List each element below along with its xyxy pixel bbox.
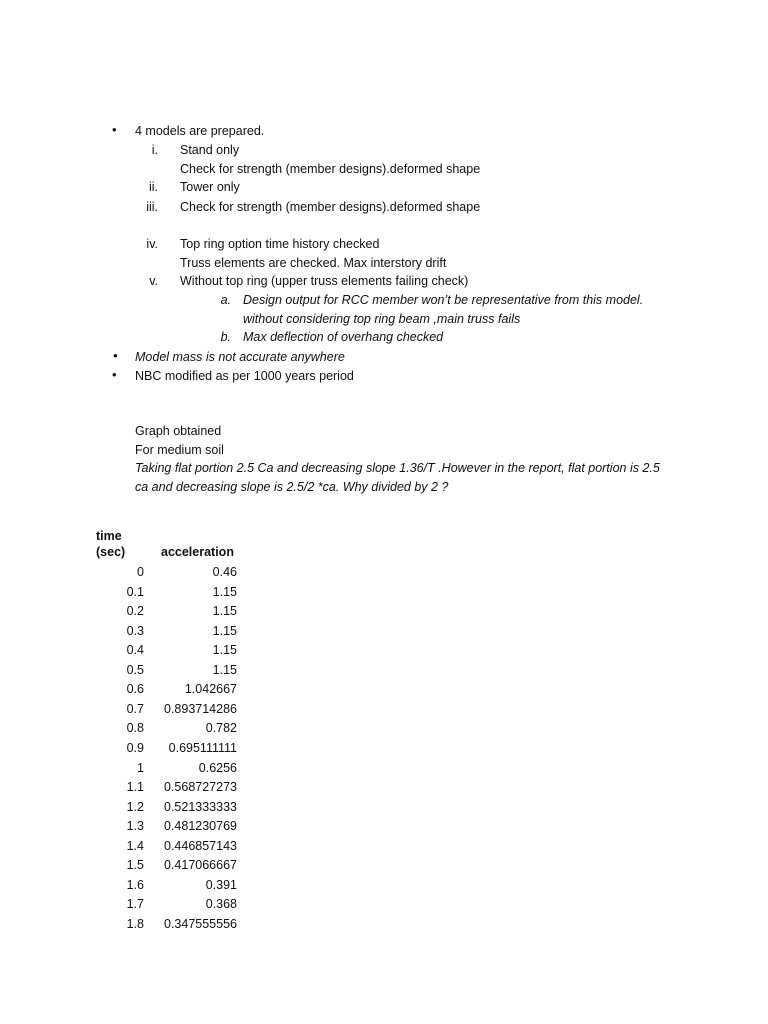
acceleration-cell: 1.15 (212, 584, 237, 599)
graph-medium-soil: For medium soil (135, 443, 224, 457)
table-row (96, 681, 246, 701)
time-cell: 0.2 (126, 604, 144, 619)
note-stand-only: Stand only (180, 143, 240, 157)
acceleration-cell: 1.15 (212, 604, 237, 619)
acceleration-cell: 0.391 (205, 877, 237, 892)
roman-numeral-iv: iv. (146, 237, 158, 251)
time-cell: 0.3 (126, 623, 144, 638)
time-cell: 0.1 (126, 584, 144, 599)
acceleration-cell: 1.15 (212, 643, 237, 658)
acceleration-cell: 1.15 (212, 662, 237, 677)
acceleration-cell: 0.6256 (198, 760, 237, 775)
header-time-unit: (sec) (96, 545, 126, 559)
acceleration-cell: 0.46 (212, 565, 237, 579)
acceleration-cell: 0.893714286 (164, 701, 237, 716)
table-row (96, 662, 246, 682)
note-stand-check: Check for strength (member designs).deformed shape (180, 162, 481, 176)
table-row (96, 857, 246, 877)
header-time: time (96, 529, 122, 543)
roman-numeral-v: v. (149, 274, 158, 288)
header-acceleration: acceleration (161, 545, 234, 559)
note-main-truss-fails: without considering top ring beam ,main truss fails (243, 312, 521, 326)
time-cell: 1.8 (126, 916, 144, 931)
time-cell: 1.1 (126, 780, 144, 795)
acceleration-cell: 0.521333333 (164, 799, 237, 814)
acceleration-cell: 0.368 (205, 897, 237, 912)
note-model-mass: Model mass is not accurate anywhere (135, 350, 345, 364)
bullet-icon: • (112, 367, 117, 382)
time-cell: 0.6 (126, 682, 144, 697)
time-cell: 0.4 (126, 643, 144, 658)
note-design-output: Design output for RCC member won’t be representative from this model. (243, 293, 644, 307)
time-cell: 1.4 (126, 838, 144, 853)
graph-obtained: Graph obtained (135, 424, 222, 438)
acceleration-cell: 0.568727273 (164, 780, 237, 795)
acceleration-cell: 0.782 (205, 721, 237, 736)
note-without-top-ring: Without top ring (upper truss elements failing check) (180, 274, 469, 288)
table-row (96, 623, 246, 643)
table-row (96, 701, 246, 721)
table-row (96, 564, 246, 584)
time-cell: 0.7 (126, 701, 144, 716)
time-cell: 1.6 (126, 877, 144, 892)
bullet-icon: • (112, 122, 117, 137)
table-row (96, 584, 246, 604)
acceleration-cell: 0.695111111 (168, 740, 237, 755)
roman-numeral-ii: ii. (148, 180, 158, 194)
acceleration-cell: 1.15 (212, 623, 237, 638)
table-row (96, 779, 246, 799)
note-tower-only: Tower only (180, 180, 240, 194)
table-row (96, 760, 246, 780)
note-nbc-modified: NBC modified as per 1000 years period (135, 369, 354, 383)
acceleration-cell: 0.446857143 (164, 838, 237, 853)
table-row (96, 720, 246, 740)
note-models-prepared: 4 models are prepared. (135, 124, 265, 138)
note-top-ring-option: Top ring option time history checked (180, 237, 380, 251)
letter-b: b. (220, 330, 231, 344)
time-cell: 1.7 (126, 897, 144, 912)
time-cell: 1.2 (126, 799, 144, 814)
table-row (96, 896, 246, 916)
graph-flat-portion-note: Taking flat portion 2.5 Ca and decreasing slope 1.36/T .However in the report, flat portion is 2.5 (135, 461, 660, 475)
acceleration-cell: 0.417066667 (164, 858, 237, 873)
time-cell: 0.8 (126, 721, 144, 736)
time-cell: 1.5 (126, 858, 144, 873)
note-truss-checked: Truss elements are checked. Max interstory drift (180, 256, 447, 270)
acceleration-cell: 1.042667 (184, 682, 237, 697)
time-cell: 0 (137, 565, 144, 579)
table-row (96, 740, 246, 760)
roman-numeral-iii: iii. (146, 200, 158, 214)
table-row (96, 877, 246, 897)
note-tower-check: Check for strength (member designs).deformed shape (180, 200, 481, 214)
table-row (96, 838, 246, 858)
table-row (96, 818, 246, 838)
roman-numeral-i: i. (151, 143, 158, 157)
table-row (96, 799, 246, 819)
acceleration-cell: 0.347555556 (164, 916, 237, 931)
time-cell: 1.3 (126, 819, 144, 834)
acceleration-cell: 0.481230769 (164, 819, 237, 834)
bullet-icon: • (113, 348, 118, 363)
table-row (96, 642, 246, 662)
table-row (96, 916, 246, 936)
graph-slope-question: ca and decreasing slope is 2.5/2 *ca. Why divided by 2 ? (135, 480, 449, 494)
note-max-deflection: Max deflection of overhang checked (243, 330, 444, 344)
table-row (96, 603, 246, 623)
time-cell: 0.5 (126, 662, 144, 677)
time-cell: 1 (137, 760, 144, 775)
letter-a: a. (220, 293, 231, 307)
time-cell: 0.9 (126, 740, 144, 755)
